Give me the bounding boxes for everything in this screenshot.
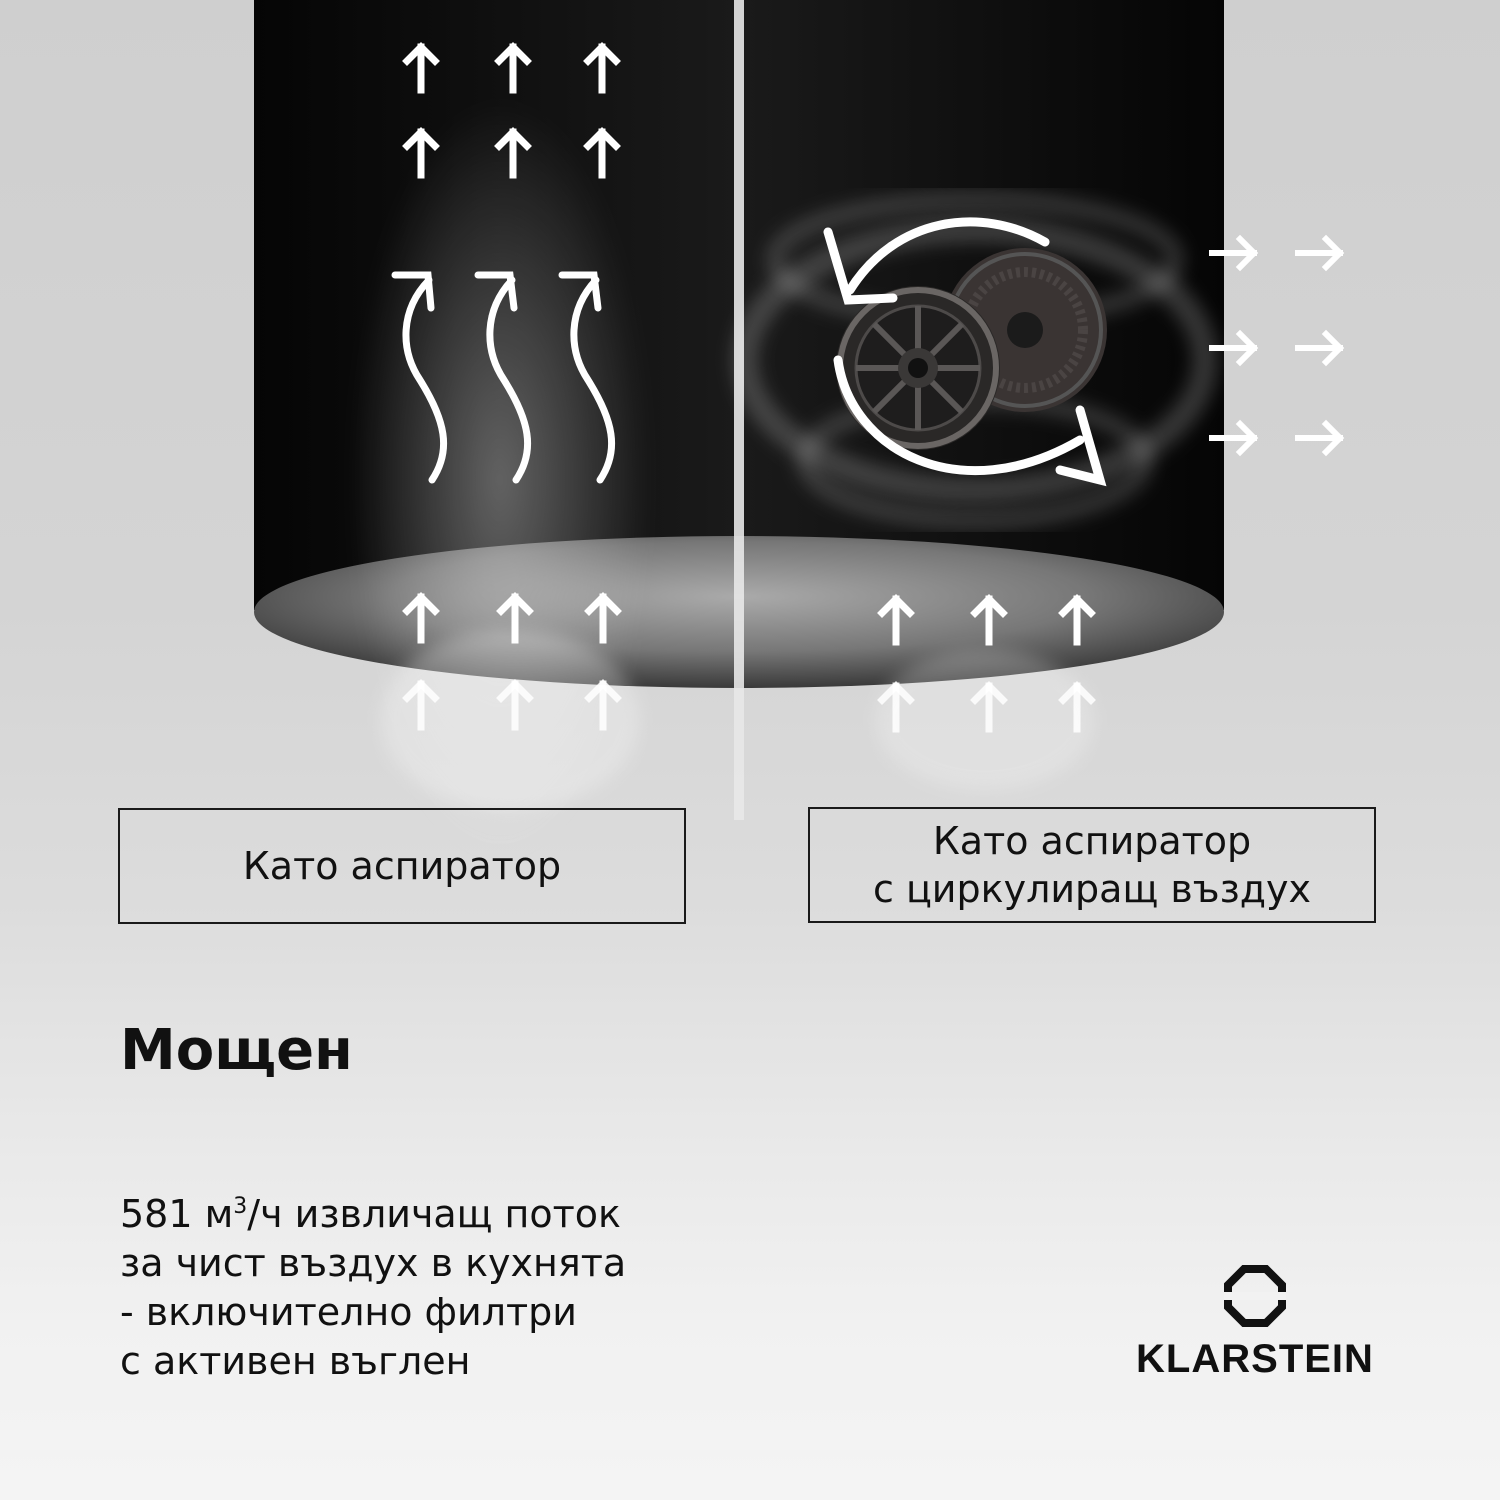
description-line1-rest: извличащ поток [294,1192,621,1236]
description-line4: с активен въглен [120,1339,471,1383]
airflow-unit: $м^3/ч$ [204,1192,283,1236]
arrow-right-icon [1212,239,1340,452]
description-line2: за чист въздух в кухнята [120,1241,627,1285]
label-recirculation-mode [808,807,1376,923]
description [120,1190,626,1386]
klarstein-logo-icon [1224,1265,1286,1327]
headline: Мощен [120,1018,353,1083]
brand-logo [1120,1265,1390,1382]
divider-line [734,0,744,820]
airflow-value: 581 [120,1192,193,1236]
label-recirculation-line1: Като аспиратор [932,819,1252,863]
carbon-filter-front [836,286,1000,450]
description-line3: - включително филтри [120,1290,577,1334]
label-extraction-text: Като аспиратор [242,844,562,888]
label-extraction-mode [118,808,686,924]
description-line1 [120,1190,626,1239]
label-recirculation-line2: с циркулиращ въздух [872,867,1312,911]
brand-name: KLARSTEIN [1136,1337,1374,1381]
